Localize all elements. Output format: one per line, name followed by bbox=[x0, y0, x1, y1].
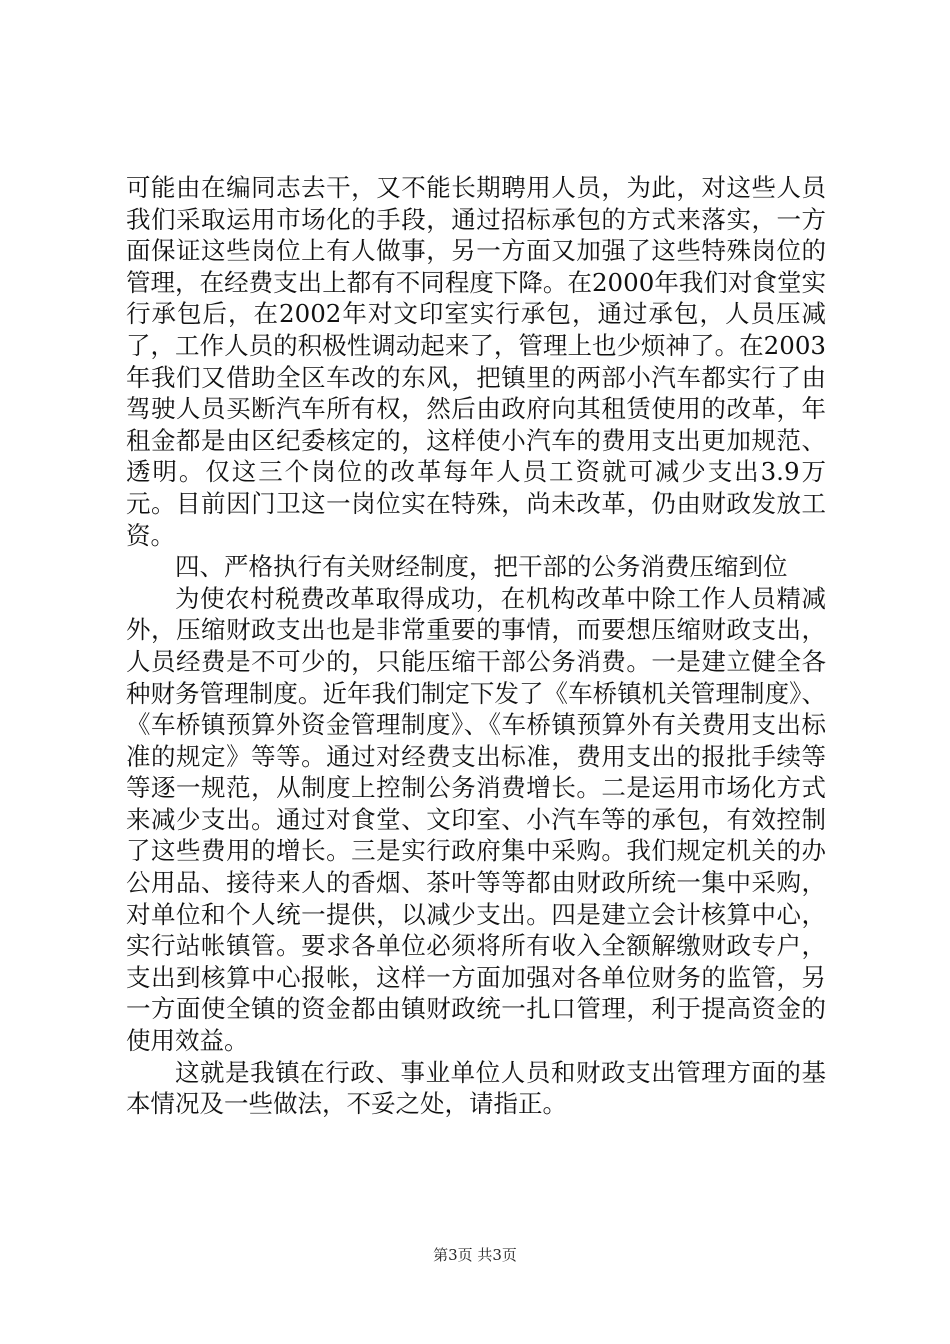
document-body bbox=[126, 172, 826, 1120]
paragraph-continuation: 可能由在编同志去干，又不能长期聘用人员，为此，对这些人员我们采取运用市场化的手段，通过招标承包的方式来落实，一方面保证这些岗位上有人做事，另一方面又加强了这些特殊岗位的管理，在经费支出上都有不同程度下降。在2000年我们对食堂实行承包后，在2002年对文印室实行承包，通过承包，人员压减了，工作人员的积极性调动起来了，管理上也少烦神了。在2003年我们又借助全区车改的东风，把镇里的两部小汽车都实行了由驾驶人员买断汽车所有权，然后由政府向其租赁使用的改革，年租金都是由区纪委核定的，这样使小汽车的费用支出更加规范、透明。仅这三个岗位的改革每年人员工资就可减少支出3.9万元。目前因门卫这一岗位实在特殊，尚未改革，仍由财政发放工资。 bbox=[126, 173, 826, 550]
page-footer: 第3页 共3页 bbox=[433, 1246, 517, 1264]
paragraph-expense-control: 为使农村税费改革取得成功，在机构改革中除工作人员精减外，压缩财政支出也是非常重要的事情，而要想压缩财政支出，人员经费是不可少的，只能压缩干部公务消费。一是建立健全各种财务管理制度。近年我们制定下发了《车桥镇机关管理制度》、《车桥镇预算外资金管理制度》、《车桥镇预算外有关费用支出标准的规定》等等。通过对经费支出标准，费用支出的报批手续等等逐一规范，从制度上控制公务消费增长。二是运用市场化方式来减少支出。通过对食堂、文印室、小汽车等的承包，有效控制了这些费用的增长。三是实行政府集中采购。我们规定机关的办公用品、接待来人的香烟、茶叶等等都由财政所统一集中采购，对单位和个人统一提供，以减少支出。四是建立会计核算中心，实行站帐镇管。要求各单位必须将所有收入全额解缴财政专户，支出到核算中心报帐，这样一方面加强对各单位财务的监管，另一方面使全镇的资金都由镇财政统一扎口管理，利于提高资金的使用效益。 bbox=[126, 583, 826, 1056]
section-heading-four: 四、严格执行有关财经制度，把干部的公务消费压缩到位 bbox=[175, 552, 788, 582]
paragraph-closing: 这就是我镇在行政、事业单位人员和财政支出管理方面的基本情况及一些做法，不妥之处，请指正。 bbox=[126, 1057, 826, 1119]
